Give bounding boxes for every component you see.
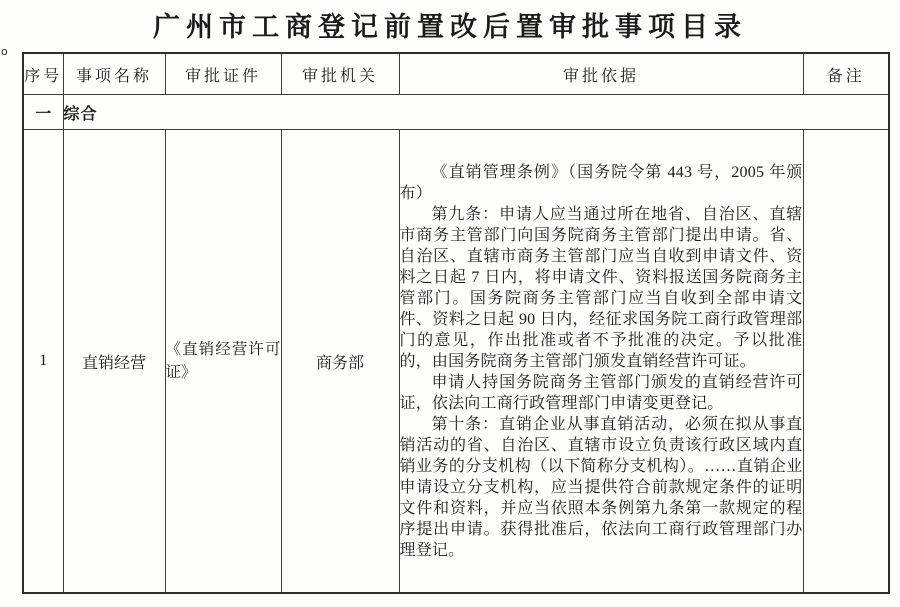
cell-remark xyxy=(803,130,889,594)
basis-paragraph: 第九条：申请人应当通过所在地省、自治区、直辖市商务主管部门向国务院商务主管部门提出申请。省、自治区、直辖市商务主管部门应当自收到申请文件、资料之日起 7 日内，将申请文件、资料报送国务院商务主管部门。国务院商务主管部门应当自收到全部申请文件、资料之日起 90 日内，经征求国务院工商行政管理部门的意见，作出批准或者不予批准的决定。予以批准的，由国务院商务主管部门颁发直销经营许可证。 xyxy=(399,205,803,370)
section-index: 一 xyxy=(23,95,63,130)
header-basis: 审批依据 xyxy=(399,53,803,95)
header-index: 序号 xyxy=(23,53,63,95)
header-item-name: 事项名称 xyxy=(63,53,165,95)
basis-paragraph: 第十条：直销企业从事直销活动，必须在拟从事直销活动的省、自治区、直辖市设立负责该行政区域内直销业务的分支机构（以下简称分支机构）。……直销企业申请设立分支机构，应当提供符合前款规定条件的证明文件和资料，并应当依照本条例第九条第一款规定的程序提出申请。获得批准后，依法向工商行政管理部门办理登记。 xyxy=(399,415,803,559)
section-row xyxy=(23,95,889,130)
cell-item-name: 直销经营 xyxy=(63,130,165,594)
header-certificate: 审批证件 xyxy=(165,53,281,95)
header-remark: 备注 xyxy=(803,53,889,95)
table-header-row xyxy=(23,53,889,95)
cell-certificate xyxy=(165,130,281,594)
cell-index: 1 xyxy=(23,130,63,594)
basis-paragraph: 申请人持国务院商务主管部门颁发的直销经营许可证，依法向工商行政管理部门申请变更登记。 xyxy=(399,373,803,412)
scan-edge-artifact: o xyxy=(1,45,8,58)
cell-basis xyxy=(399,130,803,594)
header-authority: 审批机关 xyxy=(281,53,399,95)
basis-paragraph: 《直销管理条例》（国务院令第 443 号，2005 年颁布） xyxy=(399,163,803,202)
table-row xyxy=(23,130,889,594)
document-title: 广州市工商登记前置改后置审批事项目录 xyxy=(153,12,747,42)
section-name: 综合 xyxy=(63,95,889,130)
cell-authority: 商务部 xyxy=(281,130,399,594)
approval-items-table xyxy=(22,52,890,594)
certificate-text: 《直销经营许可证》 xyxy=(165,341,281,381)
